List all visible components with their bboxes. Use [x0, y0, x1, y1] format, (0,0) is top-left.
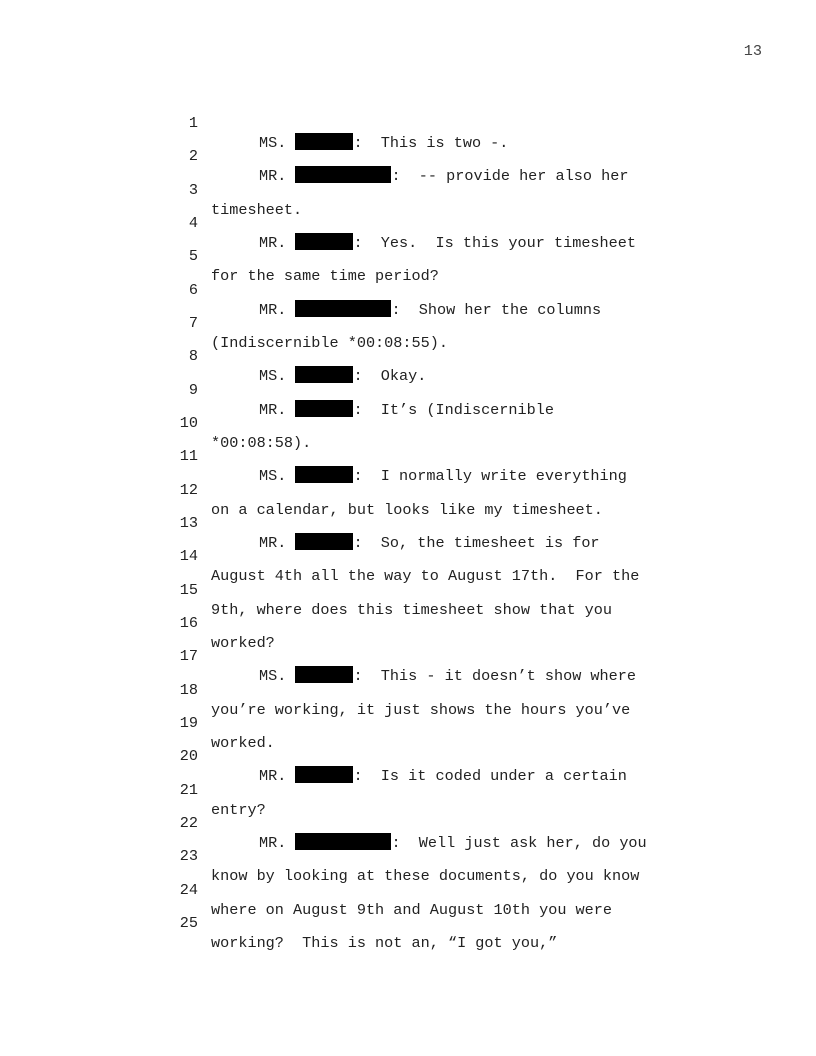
line-number: 6 [188, 281, 198, 299]
line-content: on a calendar, but looks like my timesheet. [211, 501, 603, 519]
page-number: 13 [743, 42, 762, 60]
line-number: 1 [188, 114, 198, 132]
transcript-line [0, 93, 816, 152]
line-number: 20 [179, 747, 198, 765]
line-number: 3 [188, 181, 198, 199]
line-number: 14 [179, 547, 198, 565]
transcript-line [0, 893, 816, 952]
transcript-line [0, 126, 816, 185]
speaker-title: MR. [259, 767, 287, 785]
transcript-line [0, 793, 816, 852]
speaker-title: MR. [259, 234, 287, 252]
transcript-line [0, 593, 816, 652]
line-content: you’re working, it just shows the hours you’ve [211, 701, 631, 719]
transcript-line [0, 726, 816, 785]
line-number: 16 [179, 614, 198, 632]
speaker-title: MS. [259, 134, 287, 152]
transcript-line [0, 226, 816, 285]
line-number: 24 [179, 881, 198, 899]
speaker-title: MR. [259, 834, 287, 852]
line-number: 17 [179, 647, 198, 665]
line-number: 21 [179, 781, 198, 799]
speaker-title: MR. [259, 401, 287, 419]
transcript-line [0, 160, 816, 219]
line-content: : Yes. Is this your timesheet [353, 234, 637, 252]
line-content: for the same time period? [211, 267, 439, 285]
transcript-line [0, 260, 816, 319]
transcript-line [0, 760, 816, 819]
transcript-line [0, 326, 816, 385]
line-content: : -- provide her also her [391, 167, 629, 185]
line-number: 23 [179, 847, 198, 865]
line-number: 22 [179, 814, 198, 832]
line-number: 25 [179, 914, 198, 932]
transcript-line [0, 693, 816, 752]
line-content: 9th, where does this timesheet show that you [211, 601, 613, 619]
transcript-line [0, 626, 816, 685]
line-content: August 4th all the way to August 17th. For the [211, 567, 640, 585]
transcript-line [0, 426, 816, 485]
transcript-line [0, 660, 816, 719]
line-number: 13 [179, 514, 198, 532]
speaker-title: MR. [259, 167, 287, 185]
line-content: : So, the timesheet is for [353, 534, 600, 552]
transcript-line [0, 360, 816, 419]
transcript-line [0, 860, 816, 919]
line-content: : This - it doesn’t show where [353, 667, 637, 685]
line-content: : It’s (Indiscernible [353, 401, 554, 419]
line-content: (Indiscernible *00:08:55). [211, 334, 448, 352]
line-number: 10 [179, 414, 198, 432]
line-number: 15 [179, 581, 198, 599]
line-content: where on August 9th and August 10th you were [211, 901, 613, 919]
line-content: : This is two -. [353, 134, 509, 152]
line-content: timesheet. [211, 201, 303, 219]
transcript-line [0, 393, 816, 452]
line-content: working? This is not an, “I got you,” [211, 934, 558, 952]
transcript-line [0, 193, 816, 252]
transcript-line [0, 526, 816, 585]
speaker-title: MR. [259, 301, 287, 319]
speaker-title: MR. [259, 534, 287, 552]
transcript-line [0, 560, 816, 619]
speaker-title: MS. [259, 467, 287, 485]
line-number: 8 [188, 347, 198, 365]
line-content: : I normally write everything [353, 467, 627, 485]
line-content: entry? [211, 801, 266, 819]
line-number: 4 [188, 214, 198, 232]
speaker-title: MS. [259, 367, 287, 385]
line-content: *00:08:58). [211, 434, 312, 452]
line-content: : Okay. [353, 367, 427, 385]
line-number: 11 [179, 447, 198, 465]
line-number: 2 [188, 147, 198, 165]
line-content: : Is it coded under a certain [353, 767, 627, 785]
line-number: 19 [179, 714, 198, 732]
transcript-line [0, 460, 816, 519]
transcript-line [0, 293, 816, 352]
line-number: 5 [188, 247, 198, 265]
speaker-title: MS. [259, 667, 287, 685]
transcript-line [0, 493, 816, 552]
line-number: 12 [179, 481, 198, 499]
line-number: 9 [188, 381, 198, 399]
line-content: know by looking at these documents, do you know [211, 867, 640, 885]
line-content: : Show her the columns [391, 301, 602, 319]
line-number: 7 [188, 314, 198, 332]
transcript-line [0, 826, 816, 885]
line-content: worked? [211, 634, 275, 652]
line-content: worked. [211, 734, 275, 752]
line-content: : Well just ask her, do you [391, 834, 647, 852]
line-number: 18 [179, 681, 198, 699]
